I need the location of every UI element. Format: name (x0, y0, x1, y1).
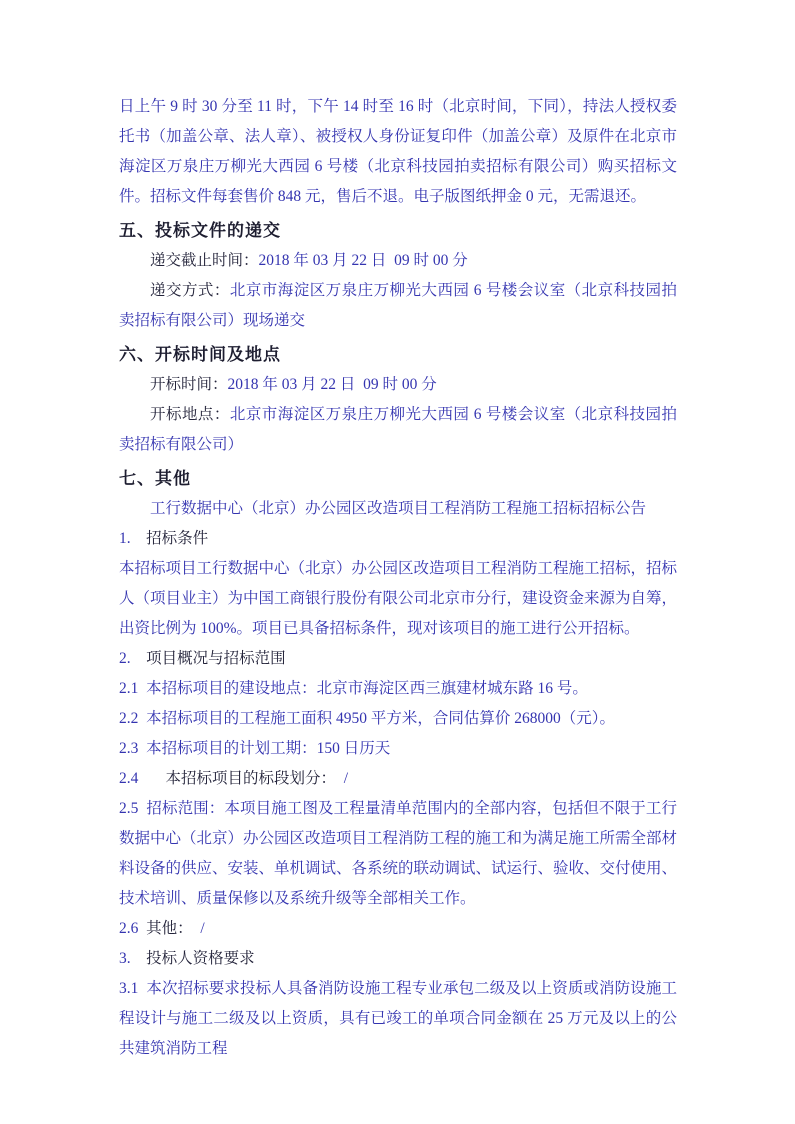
text-run: 开标时间： (150, 376, 228, 393)
text-run: 日上午 9 时 30 分至 11 时，下午 14 时至 16 时（北京时间，下同），持法人授权委托书（加盖公章、法人章）、被授权人身份证复印件（加盖公章）及原件在北京市海淀区万泉庄万柳光大西园 6 号楼（北京科技园拍卖招标有限公司）购买招标文件。招标文件每套售价 848 元，售后不退。电子版图纸押金 0 元，无需退还。 (119, 98, 677, 205)
text-run: 2.4 (119, 770, 166, 787)
paragraph (119, 704, 677, 734)
section-heading: 六、开标时间及地点 (119, 345, 281, 364)
paragraph (119, 764, 677, 794)
paragraph (119, 674, 677, 704)
text-run: 开标地点： (150, 406, 230, 423)
paragraph (119, 944, 677, 974)
text-run: 其他： (146, 920, 193, 937)
text-run: 北京市海淀区万泉庄万柳光大西园 6 号楼会议室（北京科技园拍卖招标有限公司）现场递交 (119, 282, 677, 329)
paragraph (119, 974, 677, 1064)
text-run: 本招标项目工行数据中心（北京）办公园区改造项目工程消防工程施工招标，招标人（项目业主）为中国工商银行股份有限公司北京市分行，建设资金来源为自筹，出资比例为 100%。项目已具备招标条件，现对该项目的施工进行公开招标。 (119, 560, 678, 637)
text-run: 2. (119, 650, 147, 667)
text-run: 2.1 本招标项目的建设地点：北京市海淀区西三旗建材城东路 16 号。 (119, 680, 588, 697)
text-run: / (192, 920, 205, 937)
text-run: 2018 年 03 月 22 日 09 时 00 分 (258, 252, 468, 269)
text-run: 项目概况与招标范围 (146, 650, 286, 667)
paragraph (119, 734, 677, 764)
paragraph (119, 914, 677, 944)
text-run: 3.1 本次招标要求投标人具备消防设施工程专业承包二级及以上资质或消防设施工程设计与施工二级及以上资质，具有已竣工的单项合同金额在 25 万元及以上的公共建筑消防工程 (119, 980, 677, 1057)
paragraph (119, 644, 677, 674)
text-run: 递交截止时间： (150, 252, 259, 269)
paragraph (119, 794, 677, 914)
paragraph (119, 276, 677, 336)
text-run: 北京市海淀区万泉庄万柳光大西园 6 号楼会议室（北京科技园拍卖招标有限公司） (119, 406, 677, 453)
text-run: 递交方式： (150, 282, 230, 299)
section-heading: 五、投标文件的递交 (119, 221, 281, 240)
text-run: / (336, 770, 349, 787)
text-run: 招标条件 (146, 530, 209, 547)
paragraph (119, 246, 677, 276)
text-run: 2.5 招标范围：本项目施工图及工程量清单范围内的全部内容，包括但不限于工行数据中心（北京）办公园区改造项目工程消防工程的施工和为满足施工所需全部材料设备的供应、安装、单机调试、各系统的联动调试、试运行、验收、交付使用、技术培训、质量保修以及系统升级等全部相关工作。 (119, 800, 678, 907)
paragraph (119, 370, 677, 400)
text-run: 3. (119, 950, 147, 967)
paragraph (119, 524, 677, 554)
text-run: 2018 年 03 月 22 日 09 时 00 分 (227, 376, 437, 393)
document-body (119, 92, 677, 1064)
text-run: 投标人资格要求 (146, 950, 255, 967)
text-run: 2.3 本招标项目的计划工期：150 日历天 (119, 740, 391, 757)
text-run: 1. (119, 530, 147, 547)
text-run: 2.2 本招标项目的工程施工面积 4950 平方米，合同估算价 268000（元）。 (119, 710, 616, 727)
paragraph (119, 494, 677, 524)
text-run: 2.6 (119, 920, 147, 937)
paragraph (119, 92, 677, 212)
paragraph (119, 554, 677, 644)
paragraph (119, 400, 677, 460)
text-run: 工行数据中心（北京）办公园区改造项目工程消防工程施工招标招标公告 (150, 500, 647, 517)
text-run: 本招标项目的标段划分： (165, 770, 337, 787)
section-heading: 七、其他 (119, 469, 191, 488)
